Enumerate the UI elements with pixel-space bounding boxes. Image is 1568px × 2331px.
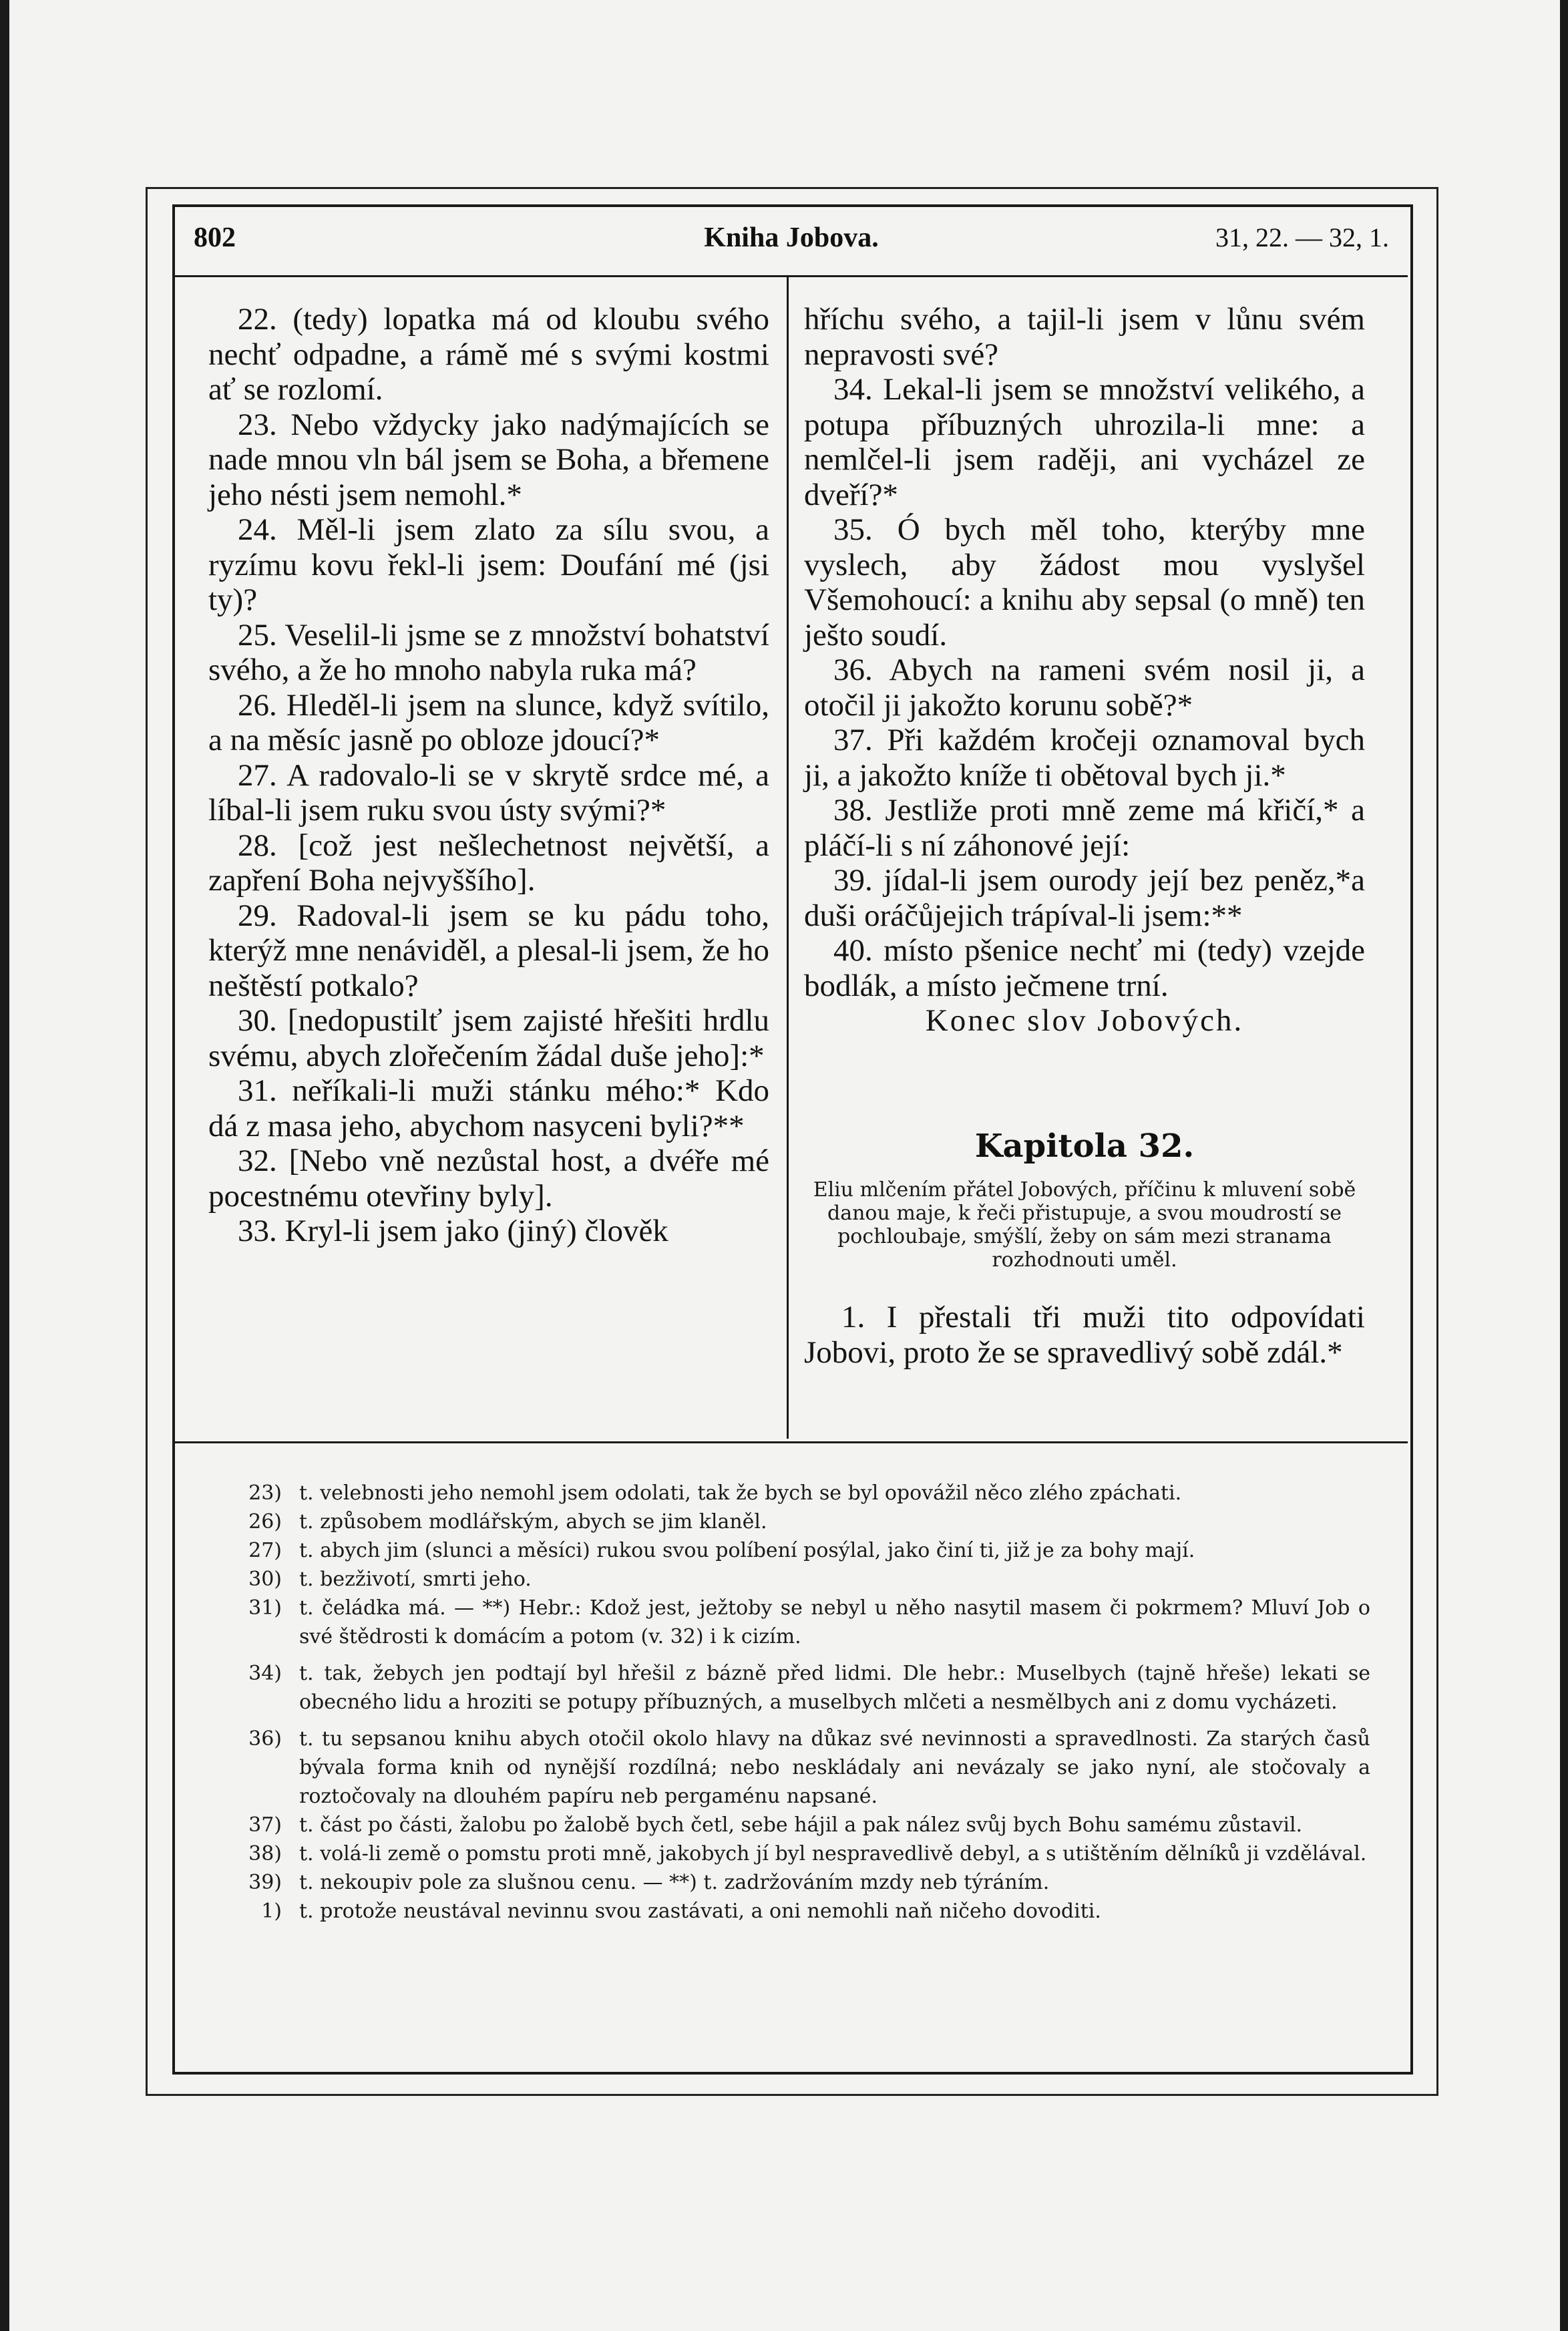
running-title: Kniha Jobova. (704, 222, 879, 253)
verse: 1. I přestali tři muži tito odpovídati Jobovi, proto že se spravedlivý sobě zdál.* (804, 1300, 1365, 1370)
footnote (202, 1594, 1370, 1651)
footnote-marker: 26) (248, 1510, 282, 1534)
page-number: 802 (194, 222, 236, 253)
verse: 34. Lekal-li jsem se množství velikého, a potupa příbuzných uhrozila-li mne: a nemlčel-li jsem raději, ani vycházel ze dveří?* (804, 372, 1365, 512)
verse: 40. místo pšenice nechť mi (tedy) vzejde bodlák, a místo ječmene trní. (804, 933, 1365, 1003)
chapter-first-verse (804, 1300, 1365, 1370)
footnote-marker: 23) (248, 1481, 282, 1505)
verse: 35. Ó bych měl toho, kterýby mne vyslech, aby žádost mou vyslyšel Všemohoucí: a knihu aby sepsal (o mně) ten ješto soudí. (804, 512, 1365, 653)
footnote (202, 1897, 1370, 1926)
verse: 33. Kryl-li jsem jako (jiný) člověk (238, 1214, 668, 1248)
footnote-text: t. tu sepsanou knihu abych otočil okolo hlavy na důkaz své nevinnosti a spravedlnosti. Za starých časů bývala forma knih od nynější rozdílná; nebo neskládaly ani nevázaly se jako nyní, ale stočovaly a roztočovaly na dlouhém papíru neb pergaménu napsané. (299, 1727, 1370, 1808)
footnote-marker: 34) (248, 1662, 282, 1685)
page-header (194, 215, 1389, 275)
verse: 30. [nedopustilť jsem zajisté hřešiti hrdlu svému, abych zlořečením žádal duše jeho]:* (208, 1003, 769, 1073)
verse: 29. Radoval-li jsem se ku pádu toho, kterýž mne nenáviděl, a plesal-li jsem, že ho neštěstí potkalo? (208, 898, 769, 1003)
right-column (804, 302, 1365, 1039)
footnote-marker: 38) (248, 1842, 282, 1865)
footnote (202, 1839, 1370, 1868)
footnote-marker: 36) (248, 1727, 282, 1751)
verse: 22. (tedy) lopatka má od kloubu svého nechť odpadne, a rámě mé s svými kostmi ať se rozlomí. (208, 302, 769, 407)
footnote (202, 1811, 1370, 1839)
footnote-text: t. čeládka má. — **) Hebr.: Kdož jest, ježtoby se nebyl u něho nasytil masem či pokrmem? Mluví Job o své štědrosti k domácím a potom (v. 32) i k cizím. (299, 1596, 1370, 1648)
footnote (202, 1725, 1370, 1811)
verse: 25. Veselil-li jsme se z množství bohatství svého, a že ho mnoho nabyla ruka má? (208, 617, 769, 687)
verse: 23. Nebo vždycky jako nadýmajících se nade mnou vln bál jsem se Boha, a břemene jeho nésti jsem nemohl.* (208, 407, 769, 512)
footnote-marker: 31) (248, 1596, 282, 1620)
column-divider (787, 277, 789, 1439)
footnote-text: t. část po části, žalobu po žalobě bych četl, sebe hájil a pak nález svůj bych Bohu samému zůstavil. (299, 1813, 1303, 1837)
footnote (202, 1507, 1370, 1536)
verse: 27. A radovalo-li se v skrytě srdce mé, a líbal-li jsem ruku svou ústy svými?* (208, 757, 769, 828)
chapter-heading: Kapitola 32. (974, 1127, 1195, 1165)
verse: 24. Měl-li jsem zlato za sílu svou, a ryzímu kovu řekl-li jsem: Doufání mé (jsi ty)? (208, 512, 769, 617)
verse: 39. jídal-li jsem ourody její bez peněz,*a duši oráčůjejich trápíval-li jsem:** (804, 863, 1365, 933)
footnote (202, 1868, 1370, 1897)
footnote-marker: 1) (261, 1900, 282, 1923)
verse: 32. [Nebo vně nezůstal host, a dvéře mé pocestnému otevřiny byly]. (208, 1143, 769, 1214)
footnote-text: t. volá-li země o pomstu proti mně, jakobych jí byl nespravedlivě debyl, a s utištěním dělníků ji vzdělával. (299, 1842, 1367, 1865)
verse-continuation: hříchu svého, a tajil-li jsem v lůnu svém nepravosti své? (804, 302, 1365, 372)
footnote-marker: 30) (248, 1568, 282, 1591)
footnote-text: t. protože neustával nevinnu svou zastávati, a oni nemohli naň ničeho dovoditi. (299, 1900, 1101, 1923)
footnote-rule (175, 1441, 1408, 1443)
footnote (202, 1536, 1370, 1565)
footnote (202, 1479, 1370, 1507)
chapter-summary: Eliu mlčením přátel Jobových, příčinu k mluvení sobě danou maje, k řeči přistupuje, a svou moudrostí se pochloubaje, smýšlí, žeby on sám mezi stranama rozhodnouti uměl. (813, 1178, 1356, 1272)
footnotes (202, 1479, 1370, 1926)
footnote-text: t. bezživotí, smrti jeho. (299, 1568, 532, 1591)
footnote-text: t. nekoupiv pole za slušnou cenu. — **) t. zadržováním mzdy neb týráním. (299, 1871, 1050, 1894)
footnote-marker: 27) (248, 1539, 282, 1562)
verse-range: 31, 22. — 32, 1. (1215, 222, 1389, 252)
verse: 26. Hleděl-li jsem na slunce, když svítilo, a na měsíc jasně po obloze jdoucí?* (208, 687, 769, 757)
footnote-text: t. způsobem modlářským, abych se jim klaněl. (299, 1510, 767, 1534)
footnote-text: t. velebnosti jeho nemohl jsem odolati, tak že bych se byl opovážil něco zlého zpáchati. (299, 1481, 1182, 1505)
footnote-text: t. tak, žebych jen podtají byl hřešil z bázně před lidmi. Dle hebr.: Muselbych (tajně hřeše) lekati se obecného lidu a hroziti se potupy příbuzných, a muselbych mlčeti a nesmělbych ani z domu vycházeti. (299, 1662, 1370, 1714)
verse: 31. neříkali-li muži stánku mého:* Kdo dá z masa jeho, abychom nasyceni byli?** (208, 1073, 769, 1143)
footnote-marker: 37) (248, 1813, 282, 1837)
header-rule (175, 275, 1408, 277)
footnote (202, 1565, 1370, 1594)
footnote-text: t. abych jim (slunci a měsíci) rukou svou políbení posýlal, jako činí ti, již je za bohy mají. (299, 1539, 1195, 1562)
footnote-marker: 39) (248, 1871, 282, 1894)
left-column (208, 302, 769, 1249)
footnote (202, 1659, 1370, 1717)
verse: 37. Při každém kročeji oznamoval bych ji, a jakožto kníže ti obětoval bych ji.* (804, 723, 1365, 793)
verse: 36. Abych na rameni svém nosil ji, a otočil ji jakožto korunu sobě?* (804, 653, 1365, 723)
verse: 38. Jestliže proti mně zeme má křičí,* a pláčí-li s ní záhonové její: (804, 793, 1365, 863)
verse: 28. [což jest nešlechetnost největší, a zapření Boha nejvyššího]. (208, 828, 769, 898)
chapter-end-line: Konec slov Jobových. (925, 1003, 1244, 1038)
